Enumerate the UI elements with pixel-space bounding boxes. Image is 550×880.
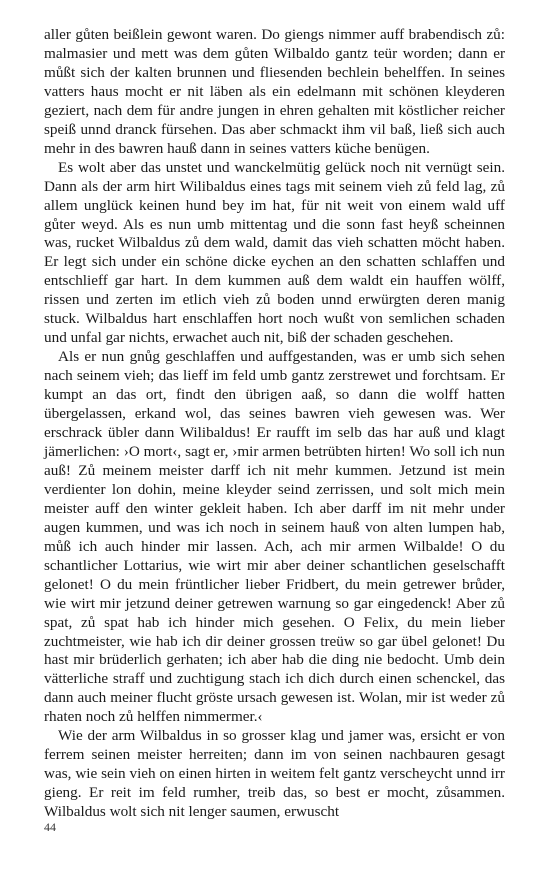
paragraph-3: Als er nun gnůg geschlaffen und auffgestanden, was er umb sich sehen nach seinem vieh; das lieff im feld umb gantz zerstrewet und forchtsam. Er kumpt an das ort, findt den übrigen aaß, so dann die wolff hatten übergelassen, erkand wol, das seines bawren vieh gewesen was. Wer erschrack übler dann Wilibaldus! Er raufft im selb das har auß und klagt jämerlichen: ›O mort‹, sagt er, ›mir armen betrübten hirten! Wo soll ich nun auß! Zů meinem meister darff ich nit mehr kummen. Jetzund ist mein verdienter lon dohin, meine kleyder seind zerrissen, und solt mich mein meister auff den winter gekleit haben. Ich aber darff im nit mehr under augen kummen, und was ich noch in seinem hauß von alten lumpen hab, můß ich auch hinder mir lassen. Ach, ach mir armen Wilbalde! O du schantlicher Lottarius, wie wirt mir aber deiner schantlichen geselschafft gelonet! O du mein früntlicher lieber Fridbert, du mein getrewer brůder, wie wirt mir jetzund deiner getrewen warnung so gar eingedenck! Aber zů spat, zů spat hab ich hinder mich gesehen. O Felix, du mein lieber zuchtmeister, wie hab ich dir deiner grossen treüw so gar übel gelonet! Du hast mir brüderlich gerhaten; ich aber hab die ding nie bedocht. Umb dein vätterliche straff und zuchtigung stach ich dich durch einen schenckel, das dann auch meiner flucht gröste ursach gewesen ist. Wolan, mir ist weder zů rhaten noch zů helffen nimmermer.‹ [44,348,505,726]
page-number: 44 [44,820,56,834]
page-body [44,26,505,822]
paragraph-1: aller gůten beißlein gewont waren. Do giengs nimmer auff brabendisch zů: malmasier und mett was dem gůten Wilbaldo gantz teür worden; dann er můßt sich der kalten brunnen und fliesenden bechlein behelffen. In seines vatters haus mocht er nit läben als ein edelmann mit schönen kleyderen geziert, nach dem für andre jungen in ehren gehalten mit köstlicher reicher speiß unnd dranck fürsehen. Das aber schmackt ihm vil baß, ließ sich auch mehr in des bawren hauß dann in seines vatters küche benügen. [44,26,505,157]
paragraph-2: Es wolt aber das unstet und wanckelmütig gelück noch nit vernügt sein. Dann als der arm hirt Wilibaldus eines tags mit seinem vieh zů feld lag, zů allem unglück keinen hund bey im hat, für nit weit von einem wald uff gůter weyd. Als es nun umb mittentag und die sonn fast heyß scheinnen was, rucket Wilbaldus zů dem wald, damit das vieh schatten möcht haben. Er legt sich under ein schöne dicke eychen an den schatten schlaffen und entschlieff gar hart. In dem kummen auß dem waldt ein hauffen wölff, rissen und zerten im etlich vieh zů boden unnd erwürgten deren manig stuck. Wilbaldus hart enschlaffen hort noch wußt von semlichen schaden und unfal gar nichts, erwachet auch nit, biß der schaden geschehen. [44,158,505,347]
paragraph-4: Wie der arm Wilbaldus in so grosser klag und jamer was, ersicht er von ferrem seinen meister herreiten; dann im von seinen nachbauren gesagt was, wie sein vieh on einen hirten in weitem felt gantz verscheycht unnd irr gieng. Er reit im feld rumher, treib das, so best er mocht, zůsammen. Wilbaldus wolt sich nit lenger saumen, erwuscht [44,727,505,821]
